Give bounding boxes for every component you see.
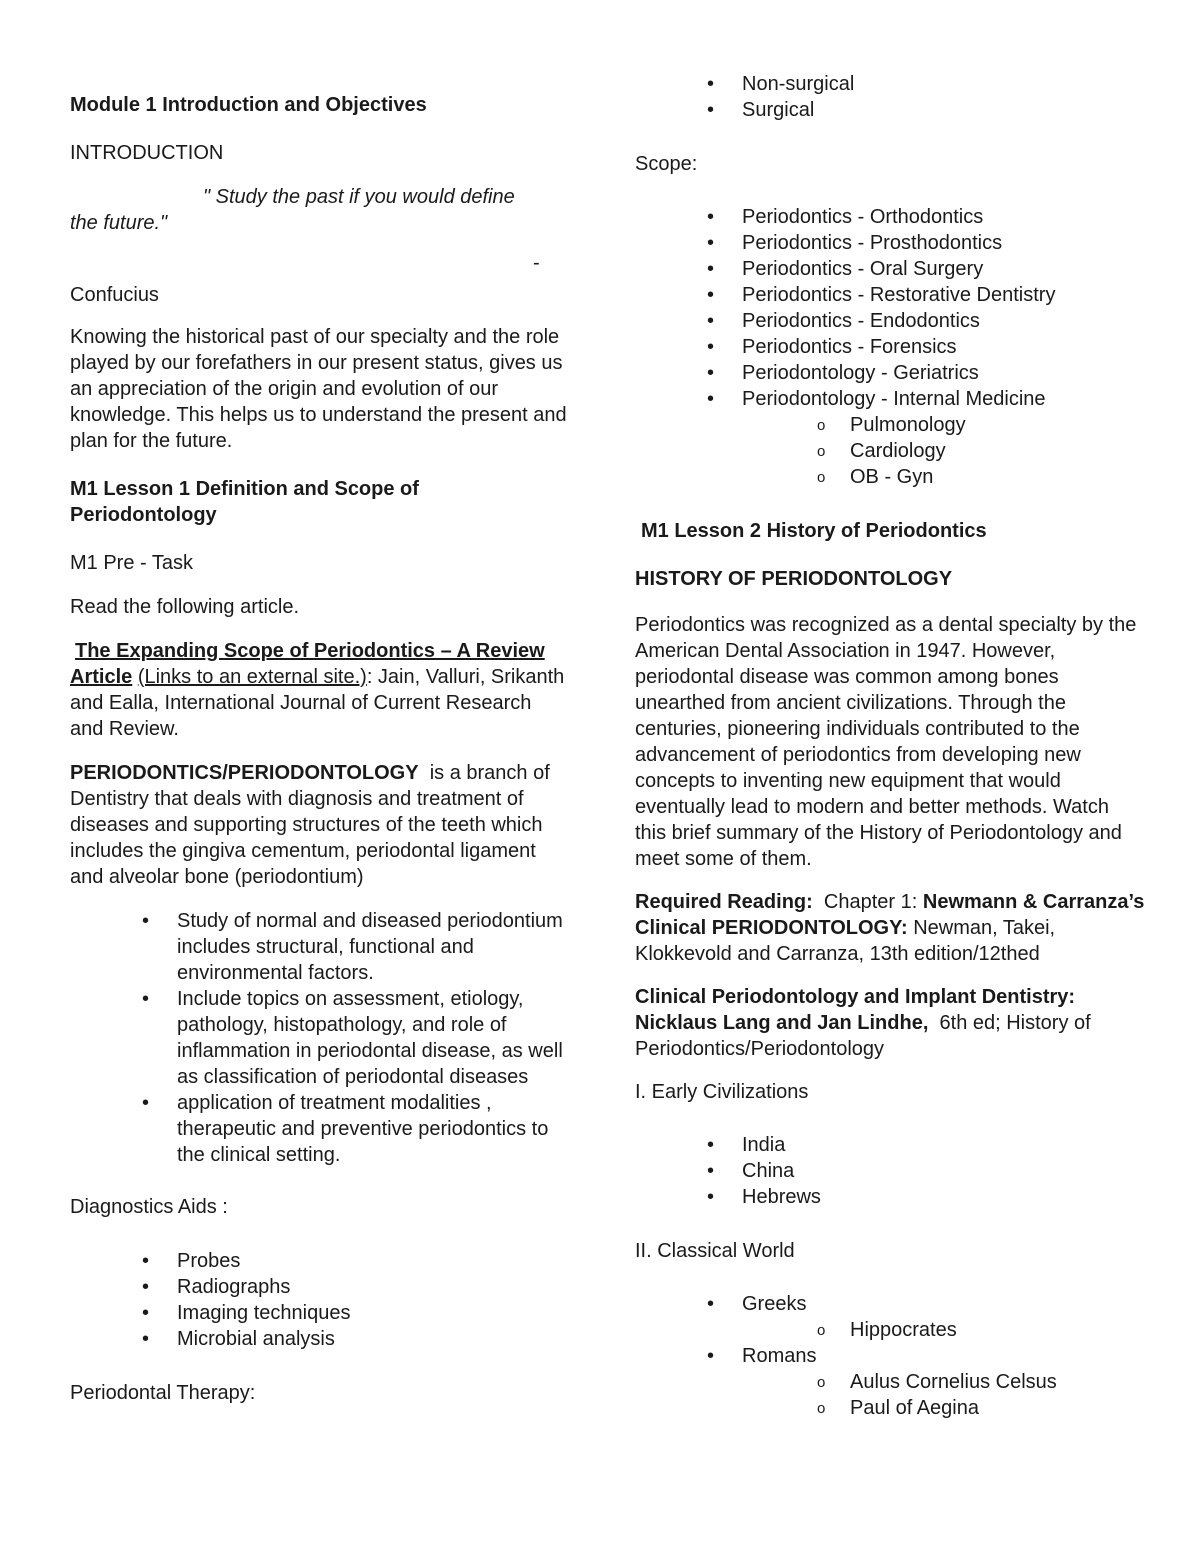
scope-list [635, 204, 1145, 412]
clinical-reading [635, 984, 1145, 1062]
history-paragraph: Periodontics was recognized as a dental specialty by the American Dental Association in 1947. However, periodontal disease was common among bones unearthed from ancient civilizations. Through the centuries, pioneering individuals contributed to the advancement of periodontics from developing new concepts to inventing new equipment that would eventually lead to modern and better methods. Watch this brief summary of the History of Periodontology and meet some of them. [635, 614, 1137, 870]
read-instruction: Read the following article. [70, 596, 300, 618]
article-authors: : Jain, Valluri, Srikanth and Ealla, International Journal of Current Research and Review. [70, 666, 565, 740]
sub-list-item: o Cardiology [635, 438, 1145, 464]
article-citation [70, 638, 570, 742]
romans-label: Romans [742, 1345, 817, 1367]
quote-line-2: the future." [70, 212, 168, 234]
quote-dash: - [533, 252, 540, 274]
list-item [635, 1291, 1145, 1317]
sub-list-item: o Aulus Cornelius Celsus [635, 1369, 1145, 1395]
diagnostics-list [70, 1248, 570, 1352]
classical-world-list [635, 1291, 1145, 1317]
list-item: • China [635, 1158, 1145, 1184]
list-item: • Probes [70, 1248, 570, 1274]
romans-sublist [635, 1369, 1145, 1421]
right-column [635, 0, 1145, 1421]
list-item: • Study of normal and diseased periodontium includes structural, functional and environmental factors. [70, 908, 570, 986]
sub-list-item: o Paul of Aegina [635, 1395, 1145, 1421]
list-item: • Surgical [635, 97, 1145, 123]
early-civilizations-list [635, 1132, 1145, 1210]
list-item [635, 1343, 1145, 1369]
quote-author: Confucius [70, 284, 159, 306]
section1-heading: I. Early Civilizations [635, 1081, 809, 1103]
quote-line-1: " Study the past if you would define [203, 186, 515, 208]
list-item: • Periodontics - Forensics [635, 334, 1145, 360]
definition-paragraph [70, 760, 570, 890]
therapy-heading: Periodontal Therapy: [70, 1382, 256, 1404]
external-site-link[interactable]: (Links to an external site.) [137, 666, 367, 688]
pretask-label: M1 Pre - Task [70, 552, 193, 574]
list-item: • India [635, 1132, 1145, 1158]
therapy-list [635, 71, 1145, 123]
required-book: Newmann & Carranza’s Clinical PERIODONTOLOGY: [635, 891, 1145, 939]
list-item: • Radiographs [70, 1274, 570, 1300]
required-chapter: Chapter 1: [823, 891, 918, 913]
romans-list [635, 1343, 1145, 1369]
lesson1-heading: M1 Lesson 1 Definition and Scope of Periodontology [70, 478, 419, 526]
sub-list-item: o Hippocrates [635, 1317, 1145, 1343]
greeks-sublist [635, 1317, 1145, 1343]
list-item: • Periodontics - Restorative Dentistry [635, 282, 1145, 308]
list-item: • Periodontics - Prosthodontics [635, 230, 1145, 256]
clinical-book: Clinical Periodontology and Implant Dentistry: Nicklaus Lang and Jan Lindhe, [635, 986, 1076, 1034]
list-item: • Periodontics - Endodontics [635, 308, 1145, 334]
module-title: Module 1 Introduction and Objectives [70, 94, 427, 116]
diagnostics-heading: Diagnostics Aids : [70, 1196, 228, 1218]
clinical-edition: 6th ed; History of Periodontics/Periodontology [635, 1012, 1091, 1060]
lesson2-heading: M1 Lesson 2 History of Periodontics [641, 520, 987, 542]
internal-medicine-sublist [635, 412, 1145, 490]
history-heading: HISTORY OF PERIODONTOLOGY [635, 568, 953, 590]
list-item: • Periodontics - Orthodontics [635, 204, 1145, 230]
sub-list-item: o OB - Gyn [635, 464, 1145, 490]
intro-heading: INTRODUCTION [70, 142, 224, 164]
study-list [70, 908, 570, 1168]
list-item: • Include topics on assessment, etiology, pathology, histopathology, and role of inflammation in periodontal disease, as well as classification of periodontal diseases [70, 986, 570, 1090]
left-column [70, 0, 570, 1406]
section2-heading: II. Classical World [635, 1240, 795, 1262]
intro-paragraph: Knowing the historical past of our specialty and the role played by our forefathers in our present status, gives us an appreciation of the origin and evolution of our knowledge. This helps us to understand the present and plan for the future. [70, 326, 567, 452]
list-item: • application of treatment modalities , therapeutic and preventive periodontics to the clinical setting. [70, 1090, 570, 1168]
list-item: • Periodontics - Oral Surgery [635, 256, 1145, 282]
greeks-label: Greeks [742, 1293, 807, 1315]
definition-text: is a branch of Dentistry that deals with diagnosis and treatment of diseases and supporting structures of the teeth which includes the gingiva cementum, periodontal ligament and alveolar bone (periodontium) [70, 762, 550, 888]
list-item: • Imaging techniques [70, 1300, 570, 1326]
list-item: • Periodontology - Geriatrics [635, 360, 1145, 386]
required-reading [635, 889, 1145, 967]
list-item: • Periodontology - Internal Medicine [635, 386, 1145, 412]
list-item: • Microbial analysis [70, 1326, 570, 1352]
article-title-link[interactable]: The Expanding Scope of Periodontics – A Review Article [70, 640, 545, 688]
required-label: Required Reading: [635, 891, 813, 913]
list-item: • Hebrews [635, 1184, 1145, 1210]
scope-heading: Scope: [635, 153, 698, 175]
list-item: • Non-surgical [635, 71, 1145, 97]
required-authors: Newman, Takei, Klokkevold and Carranza, 13th edition/12thed [635, 917, 1056, 965]
sub-list-item: o Pulmonology [635, 412, 1145, 438]
definition-term: PERIODONTICS/PERIODONTOLOGY [70, 762, 419, 784]
